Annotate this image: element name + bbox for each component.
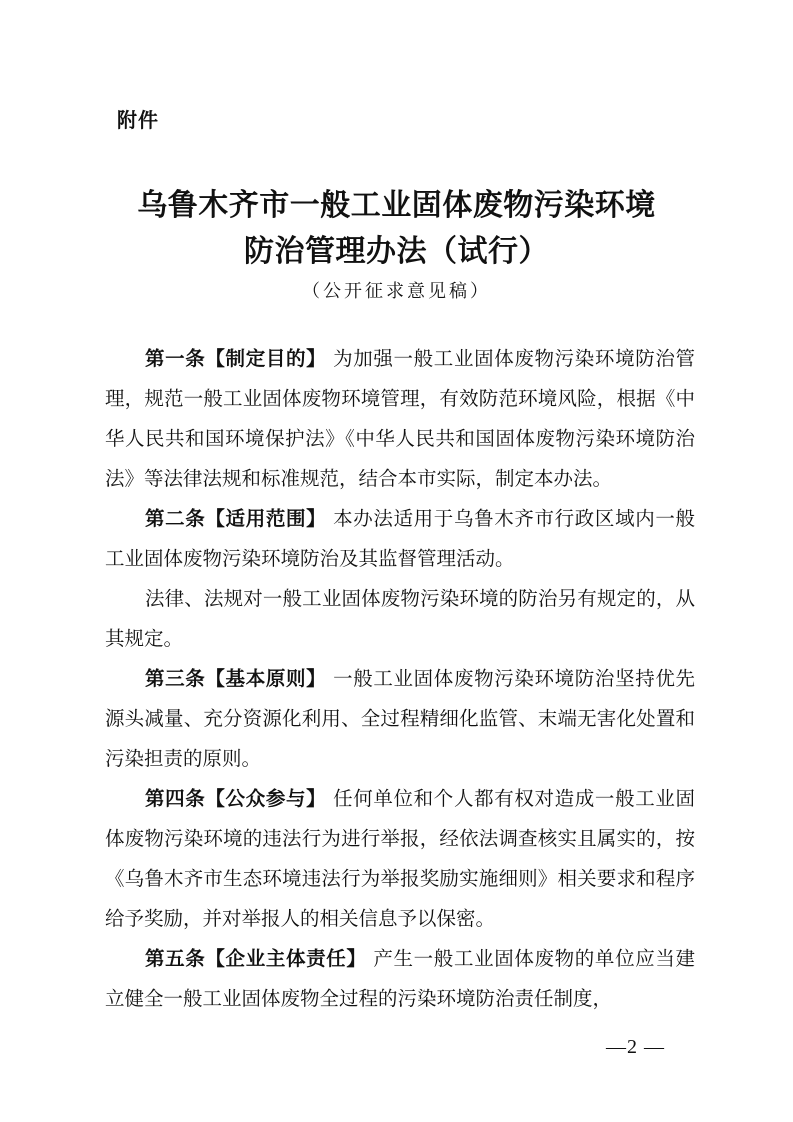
document-title-line-2: 防治管理办法（试行） [244, 234, 549, 269]
article-3-heading: 第三条【基本原则】 [145, 667, 327, 690]
document-body [105, 339, 695, 1019]
attachment-label: 附件 [117, 108, 159, 132]
document-title-line-1: 乌鲁木齐市一般工业固体废物污染环境 [137, 188, 656, 223]
article-4-heading: 第四条【公众参与】 [145, 787, 327, 810]
article-2-heading: 第二条【适用范围】 [145, 507, 327, 530]
article-3 [105, 659, 695, 779]
article-2 [105, 499, 695, 579]
article-4 [105, 779, 695, 939]
article-5-text: 产生一般工业固体废物的单位应当建立健全一般工业固体废物全过程的污染环境防治责任制度， [105, 947, 695, 1010]
article-1-heading: 第一条【制定目的】 [145, 347, 327, 370]
article-1-text: 为加强一般工业固体废物污染环境防治管理，规范一般工业固体废物环境管理，有效防范环境风险，根据《中华人民共和国环境保护法》《中华人民共和国固体废物污染环境防治法》等法律法规和标准规范，结合本市实际，制定本办法。 [105, 347, 695, 490]
article-2-text: 本办法适用于乌鲁木齐市行政区域内一般工业固体废物污染环境防治及其监督管理活动。 [105, 507, 695, 570]
article-5-heading: 第五条【企业主体责任】 [145, 947, 367, 970]
article-5 [105, 939, 695, 1019]
article-2-clause-text: 法律、法规对一般工业固体废物污染环境的防治另有规定的，从其规定。 [105, 587, 695, 650]
page-number: —2 — [606, 1036, 665, 1058]
article-3-text: 一般工业固体废物污染环境防治坚持优先源头减量、充分资源化利用、全过程精细化监管、末端无害化处置和污染担责的原则。 [105, 667, 695, 770]
document-subtitle: （公开征求意见稿） [302, 281, 491, 302]
article-1 [105, 339, 695, 499]
article-4-text: 任何单位和个人都有权对造成一般工业固体废物污染环境的违法行为进行举报，经依法调查核实且属实的，按《乌鲁木齐市生态环境违法行为举报奖励实施细则》相关要求和程序给予奖励，并对举报人的相关信息予以保密。 [105, 787, 695, 930]
article-2-clause [105, 579, 695, 659]
